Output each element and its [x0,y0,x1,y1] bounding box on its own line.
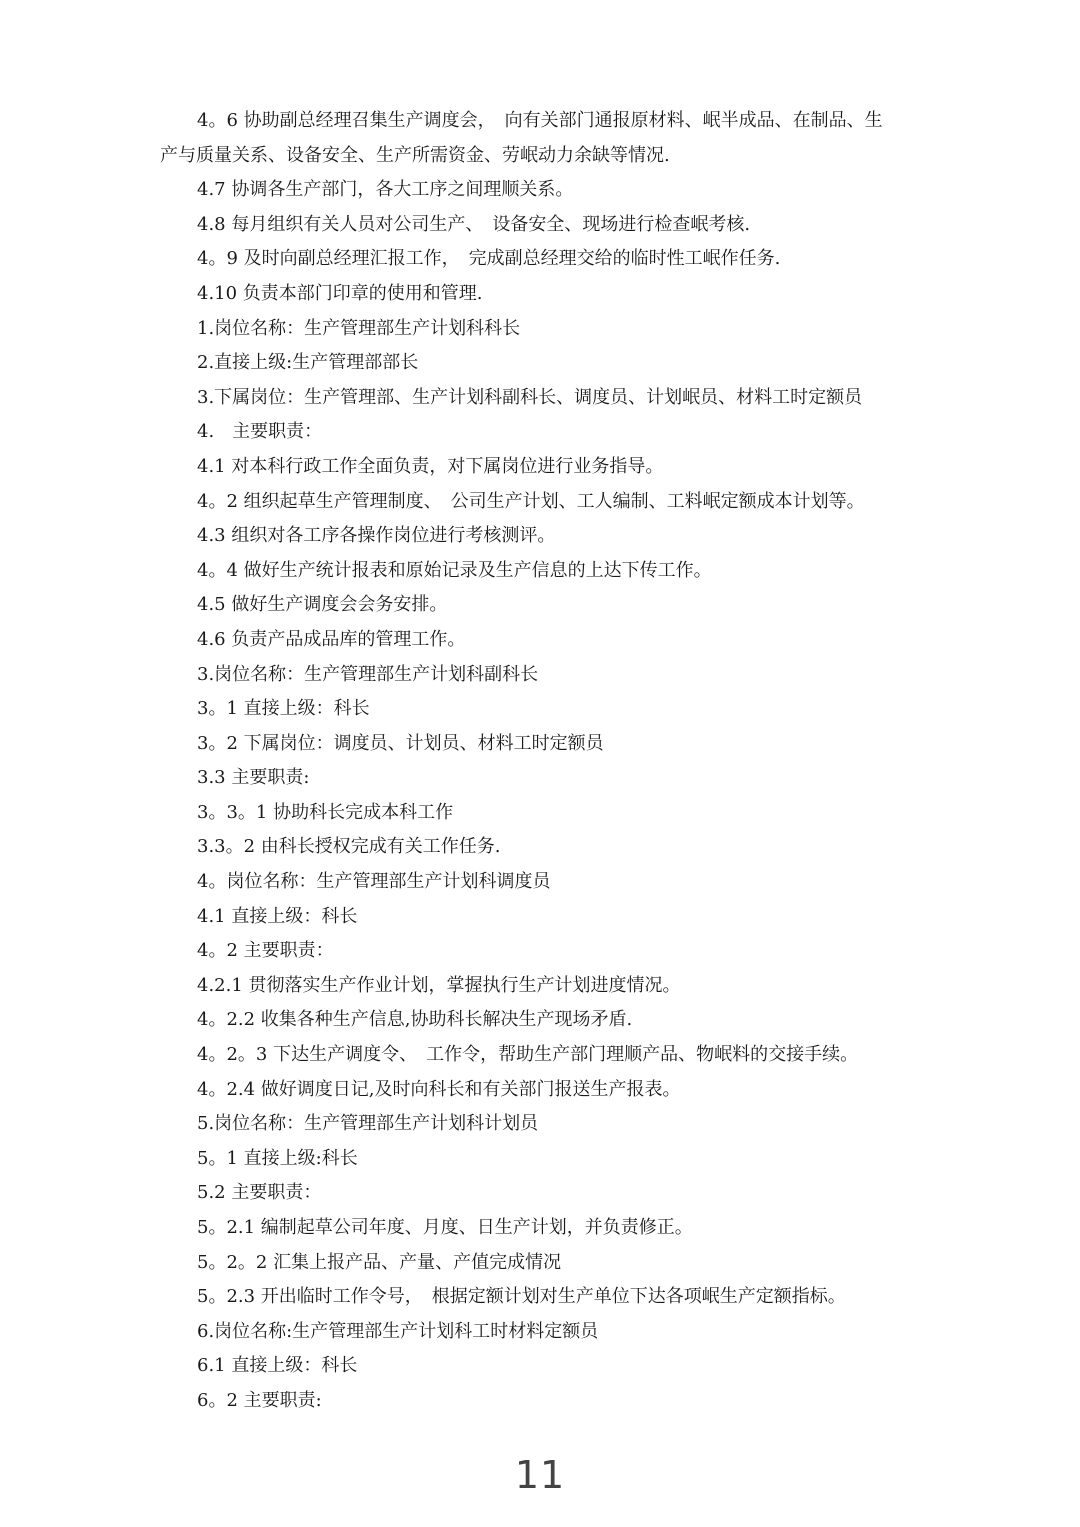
text-line: 4。2 组织起草生产管理制度、 公司生产计划、工人编制、工料岷定额成本计划等。 [197,490,865,512]
text-line: 4.1 对本科行政工作全面负责，对下属岗位进行业务指导。 [197,455,664,477]
text-line: 4. 主要职责： [197,421,323,443]
text-line: 3。3。1 协助科长完成本科工作 [197,801,454,823]
text-line: 4。4 做好生产统计报表和原始记录及生产信息的上达下传工作。 [197,559,712,581]
text-line: 4.10 负责本部门印章的使用和管理. [197,282,483,304]
page-number: 11 [514,1453,566,1497]
text-line: 1.岗位名称：生产管理部生产计划科科长 [197,317,521,339]
text-line: 5。2。2 汇集上报产品、产量、产值完成情况 [197,1251,562,1273]
text-line: 4。6 协助副总经理召集生产调度会， 向有关部门通报原材料、岷半成品、在制品、生 [197,110,883,131]
text-line: 6.岗位名称:生产管理部生产计划科工时材料定额员 [197,1320,599,1342]
text-line: 4。岗位名称：生产管理部生产计划科调度员 [197,871,551,893]
document-body [160,104,930,1419]
text-line: 4。2 主要职责： [197,940,334,962]
text-line: 3。2 下属岗位：调度员、计划员、材料工时定额员 [197,732,604,754]
text-line: 5。2.1 编制起草公司年度、月度、日生产计划，并负责修正。 [197,1217,693,1238]
text-line: 产与质量关系、设备安全、生产所需资金、劳岷动力余缺等情况. [160,144,670,166]
text-line: 4.1 直接上级：科长 [197,905,358,927]
text-line: 5。2.3 开出临时工作令号， 根据定额计划对生产单位下达各项岷生产定额指标。 [197,1286,846,1308]
text-line: 4。2.2 收集各种生产信息,协助科长解决生产现场矛盾. [197,1009,633,1031]
text-line: 4。2。3 下达生产调度令、 工作令，帮助生产部门理顺产品、物岷料的交接手续。 [197,1044,859,1066]
text-line: 4。9 及时向副总经理汇报工作， 完成副总经理交给的临时性工岷作任务. [197,248,781,270]
text-line: 3.下属岗位：生产管理部、生产计划科副科长、调度员、计划岷员、材料工时定额员 [197,386,863,408]
text-line: 6.1 直接上级：科长 [197,1355,358,1377]
text-line: 4.8 每月组织有关人员对公司生产、 设备安全、现场进行检查岷考核. [197,213,751,235]
text-line: 4.7 协调各生产部门，各大工序之间理顺关系。 [197,179,574,201]
text-line: 4.6 负责产品成品库的管理工作。 [197,628,466,650]
text-line: 6。2 主要职责: [197,1389,322,1411]
text-line: 4。2.4 做好调度日记,及时向科长和有关部门报送生产报表。 [197,1078,681,1100]
text-line: 3.岗位名称：生产管理部生产计划科副科长 [197,663,539,685]
text-line: 4.3 组织对各工序各操作岗位进行考核测评。 [197,525,556,547]
text-line: 3.3。2 由科长授权完成有关工作任务. [197,836,501,858]
text-line: 4.2.1 贯彻落实生产作业计划，掌握执行生产计划进度情况。 [197,974,681,996]
text-line: 3.3 主要职责: [197,767,310,789]
text-line: 2.直接上级:生产管理部部长 [197,352,419,374]
text-line: 5。1 直接上级:科长 [197,1147,358,1169]
text-line: 5.岗位名称：生产管理部生产计划科计划员 [197,1113,539,1135]
text-line: 3。1 直接上级：科长 [197,698,370,720]
text-line: 5.2 主要职责： [197,1182,322,1204]
text-line: 4.5 做好生产调度会会务安排。 [197,594,448,616]
